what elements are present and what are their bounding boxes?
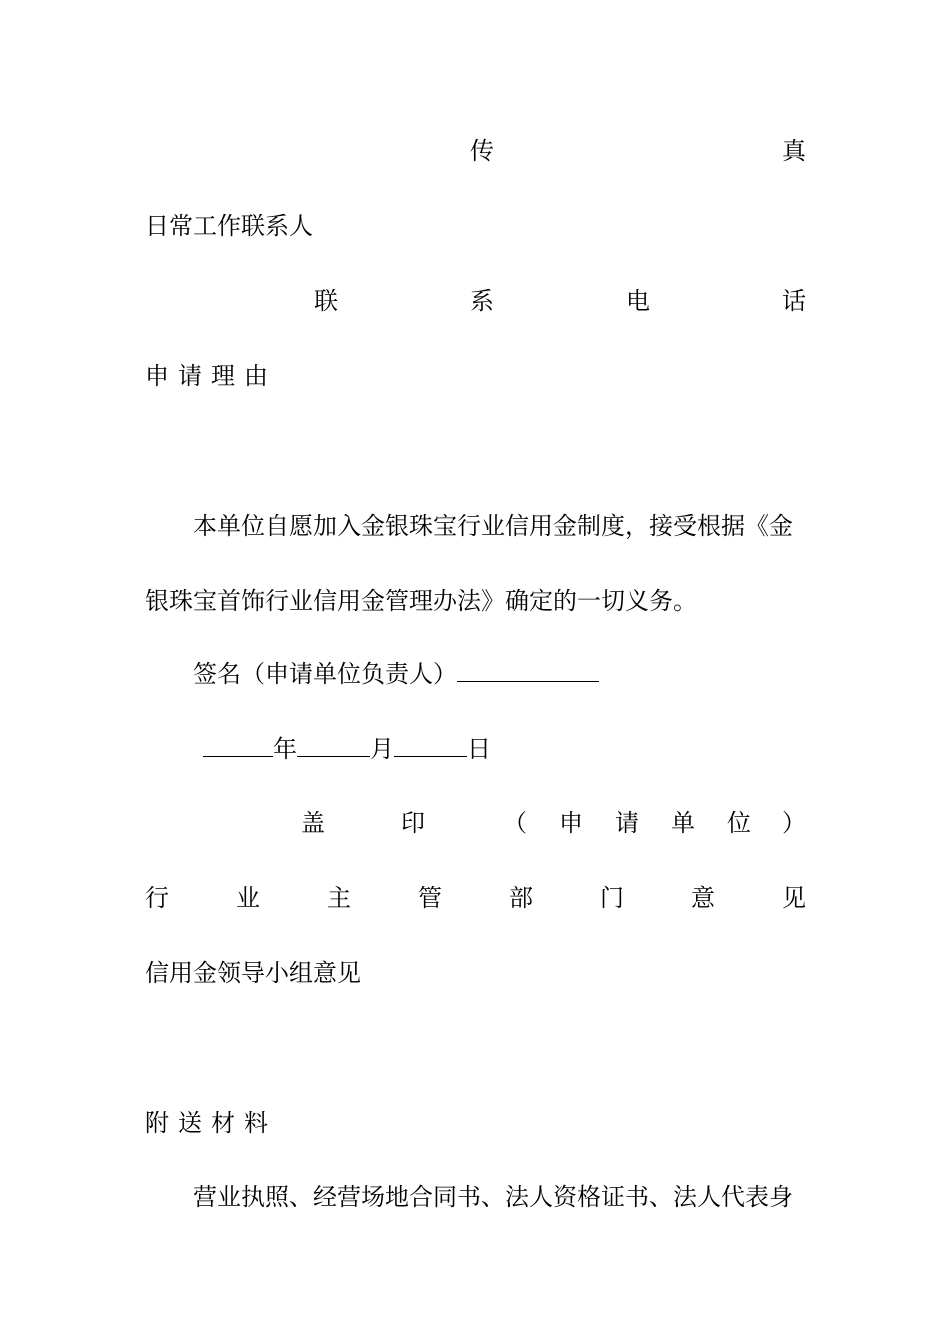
phone-row: [145, 284, 806, 318]
month-label: 月: [370, 735, 394, 763]
month-blank[interactable]: [297, 734, 370, 757]
signature-blank[interactable]: [457, 659, 599, 682]
fax-char-1: 传: [470, 137, 494, 165]
seal-char-1: 盖: [301, 809, 325, 837]
seal-row: [145, 806, 806, 840]
industry-char-6: 门: [600, 884, 624, 912]
phone-char-4: 话: [782, 287, 806, 315]
day-blank[interactable]: [394, 734, 467, 757]
seal-char-3: （: [503, 809, 527, 837]
industry-char-3: 主: [327, 884, 351, 912]
fax-char-2: 真: [782, 137, 806, 165]
leadership-opinion-label: 信用金领导小组意见: [145, 959, 361, 987]
day-label: 日: [467, 735, 491, 763]
seal-char-2: 印: [401, 809, 425, 837]
industry-char-1: 行: [145, 884, 169, 912]
industry-char-2: 业: [236, 884, 260, 912]
seal-char-4: 申: [559, 809, 583, 837]
application-reason-label: 申请理由: [145, 362, 277, 390]
seal-char-5: 请: [615, 809, 639, 837]
phone-char-1: 联: [314, 287, 338, 315]
seal-char-7: 位: [727, 809, 751, 837]
year-blank[interactable]: [203, 734, 273, 757]
industry-char-7: 意: [691, 884, 715, 912]
industry-char-5: 部: [509, 884, 533, 912]
attachments-label: 附送材料: [145, 1109, 277, 1137]
phone-char-3: 电: [626, 287, 650, 315]
seal-char-8: ）: [782, 809, 806, 837]
year-label: 年: [273, 735, 297, 763]
date-row: [145, 732, 806, 766]
signature-row: [145, 657, 806, 691]
declaration-line-2: 银珠宝首饰行业信用金管理办法》确定的一切义务。: [145, 587, 697, 615]
signature-label: 签名（申请单位负责人）: [193, 660, 457, 688]
phone-char-2: 系: [470, 287, 494, 315]
industry-opinion-row: [145, 881, 806, 915]
industry-char-8: 见: [782, 884, 806, 912]
industry-char-4: 管: [418, 884, 442, 912]
declaration-line-1: 本单位自愿加入金银珠宝行业信用金制度，接受根据《金: [193, 512, 793, 540]
daily-contact-label: 日常工作联系人: [145, 212, 313, 240]
attachments-text: 营业执照、经营场地合同书、法人资格证书、法人代表身: [193, 1183, 793, 1211]
fax-row: [145, 134, 806, 168]
seal-char-6: 单: [671, 809, 695, 837]
